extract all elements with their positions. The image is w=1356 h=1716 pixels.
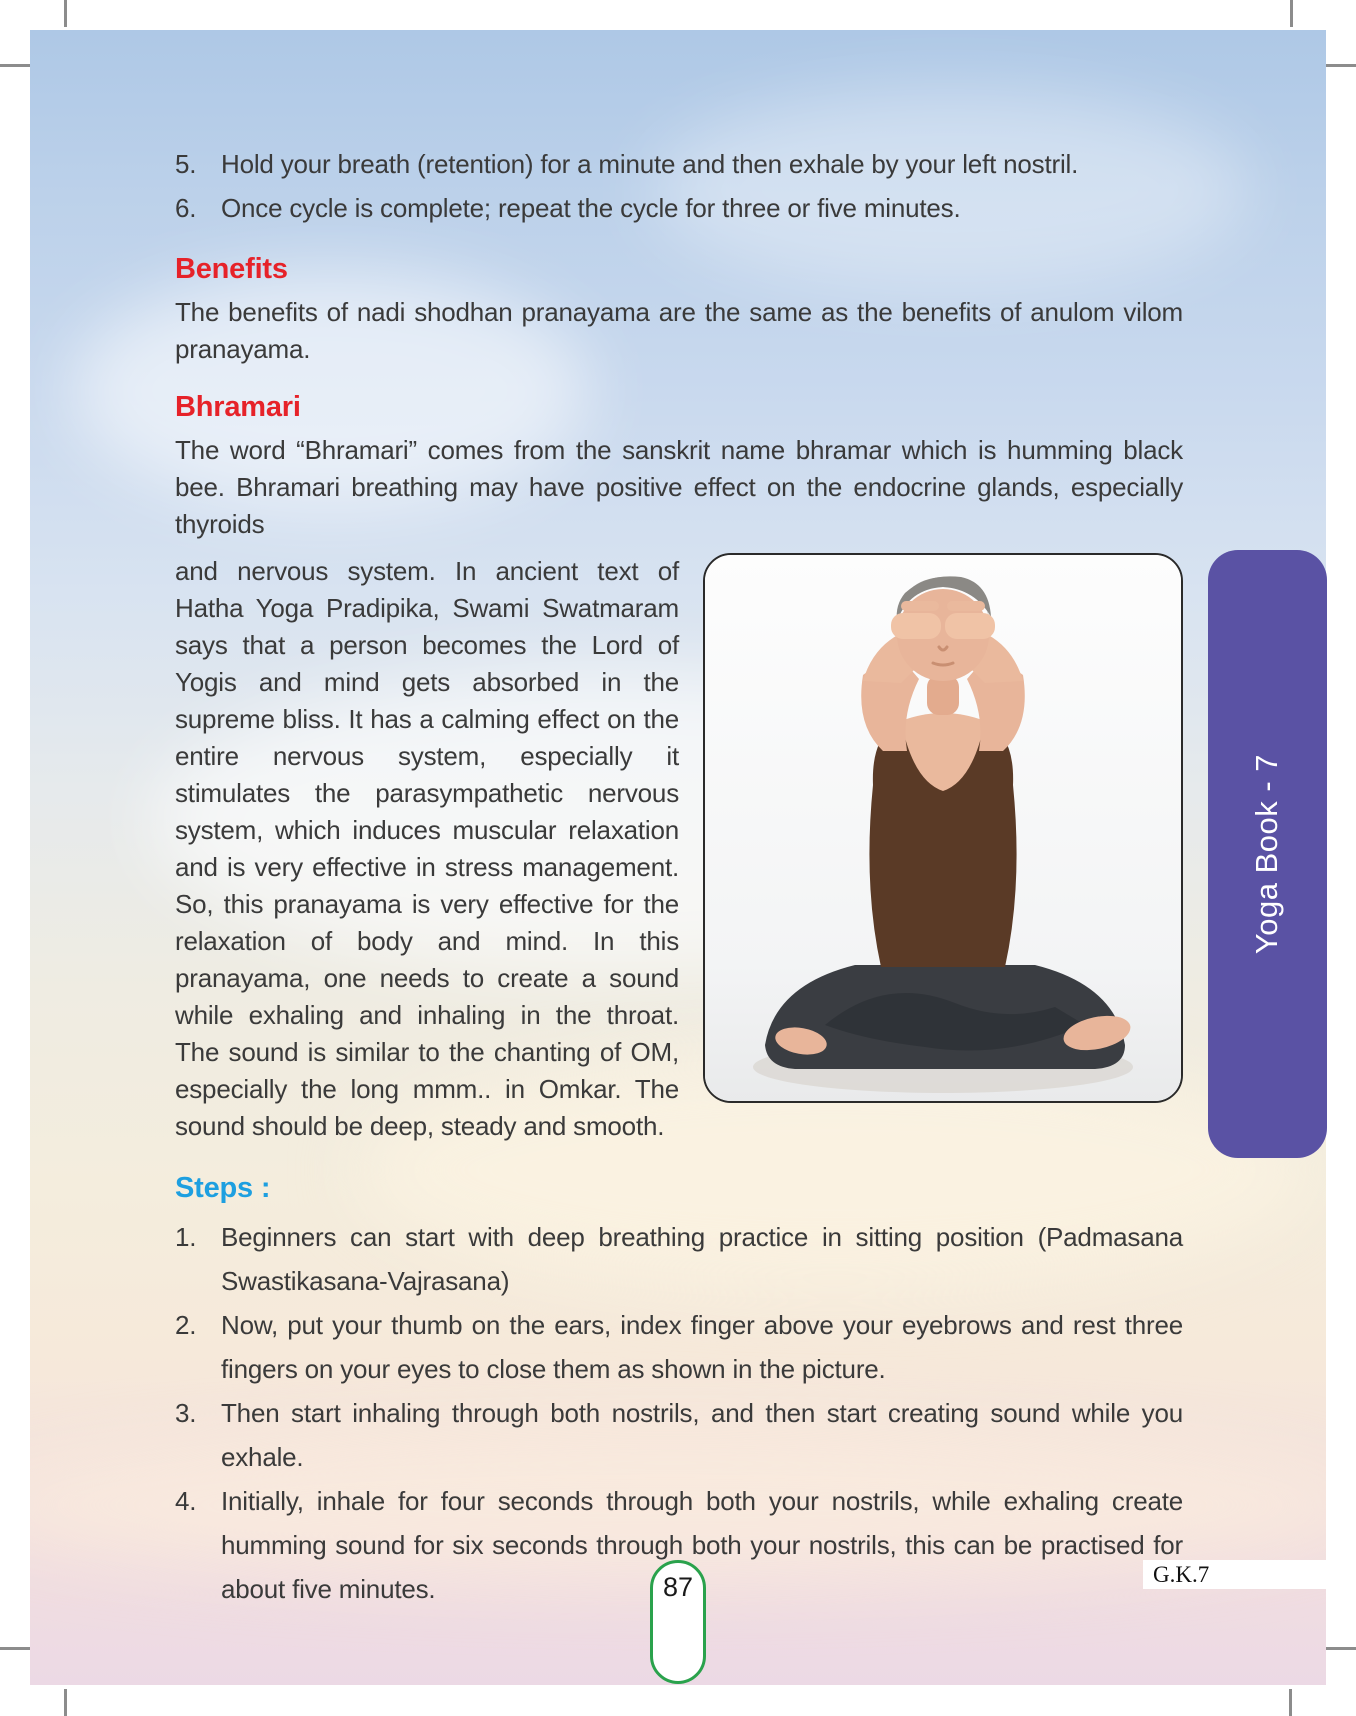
list-item-number: 3. xyxy=(175,1398,197,1428)
side-tab-label: Yoga Book - 7 xyxy=(1249,753,1285,955)
crop-mark xyxy=(1289,1689,1292,1716)
list-item-text: Now, put your thumb on the ears, index finger above your eyebrows and rest three fingers on your eyes to close them as shown in the picture. xyxy=(221,1310,1183,1384)
list-item-text: Hold your breath (retention) for a minute and then exhale by your left nostril. xyxy=(221,149,1079,179)
crop-mark xyxy=(1290,0,1293,27)
bhramari-steps-list xyxy=(175,1215,1183,1611)
page-content xyxy=(175,142,1183,1611)
list-item-text: Beginners can start with deep breathing practice in sitting position (Padmasana Swastikasana-Vajrasana) xyxy=(221,1222,1183,1296)
bhramari-body-paragraph: and nervous system. In ancient text of Hatha Yoga Pradipika, Swami Swatmaram says that a person becomes the Lord of Yogis and mind gets absorbed in the supreme bliss. It has a calming effect on the entire nervous system, especially it stimulates the parasympathetic nervous system, which induces muscular relaxation and is very effective in stress management. So, this pranayama is very effective for the relaxation of body and mind. In this pranayama, one needs to create a sound while exhaling and inhaling in the throat. The sound is similar to the chanting of OM, especially the long mmm.. in Omkar. The sound should be deep, steady and smooth. xyxy=(175,556,679,1141)
bhramari-pose-photo xyxy=(703,553,1183,1103)
list-item xyxy=(175,1391,1183,1479)
crop-mark xyxy=(64,0,67,27)
crop-mark xyxy=(1326,64,1356,67)
list-item-number: 1. xyxy=(175,1222,197,1252)
benefits-paragraph: The benefits of nadi shodhan pranayama are the same as the benefits of anulom vilom pranayama. xyxy=(175,297,1183,364)
book-code-text: G.K.7 xyxy=(1153,1562,1210,1587)
benefits-heading: Benefits xyxy=(175,253,288,285)
list-item-text: Once cycle is complete; repeat the cycle for three or five minutes. xyxy=(221,193,961,223)
list-item xyxy=(175,1215,1183,1303)
footer-book-code xyxy=(1143,1560,1326,1589)
list-item-number: 5. xyxy=(175,149,197,179)
crop-mark xyxy=(0,1647,30,1650)
list-item-number: 2. xyxy=(175,1310,197,1340)
steps-heading: Steps : xyxy=(175,1172,271,1204)
list-item-text: Then start inhaling through both nostrils, and then start creating sound while you exhale. xyxy=(221,1398,1183,1472)
crop-mark xyxy=(1326,1647,1356,1650)
list-item-text: Initially, inhale for four seconds through both your nostrils, while exhaling create humming sound for six seconds through both your nostrils, this can be practised for about five minutes. xyxy=(221,1486,1183,1604)
bhramari-body-with-photo xyxy=(175,543,1183,1145)
book-side-tab xyxy=(1208,550,1327,1158)
list-item xyxy=(175,1303,1183,1391)
page-number: 87 xyxy=(662,1572,694,1602)
list-item-number: 6. xyxy=(175,193,197,223)
list-item xyxy=(175,142,1183,186)
bhramari-intro-paragraph: The word “Bhramari” comes from the sanskrit name bhramar which is humming black bee. Bhramari breathing may have positive effect on the endocrine glands, especially thyroids xyxy=(175,435,1183,539)
list-item-number: 4. xyxy=(175,1486,197,1516)
bhramari-heading: Bhramari xyxy=(175,391,301,423)
page-number-badge xyxy=(650,1560,706,1684)
nadi-shodhan-steps-list xyxy=(175,142,1183,230)
crop-mark xyxy=(64,1689,67,1716)
list-item xyxy=(175,186,1183,230)
bhramari-pose-illustration xyxy=(705,555,1181,1101)
crop-mark xyxy=(0,64,30,67)
